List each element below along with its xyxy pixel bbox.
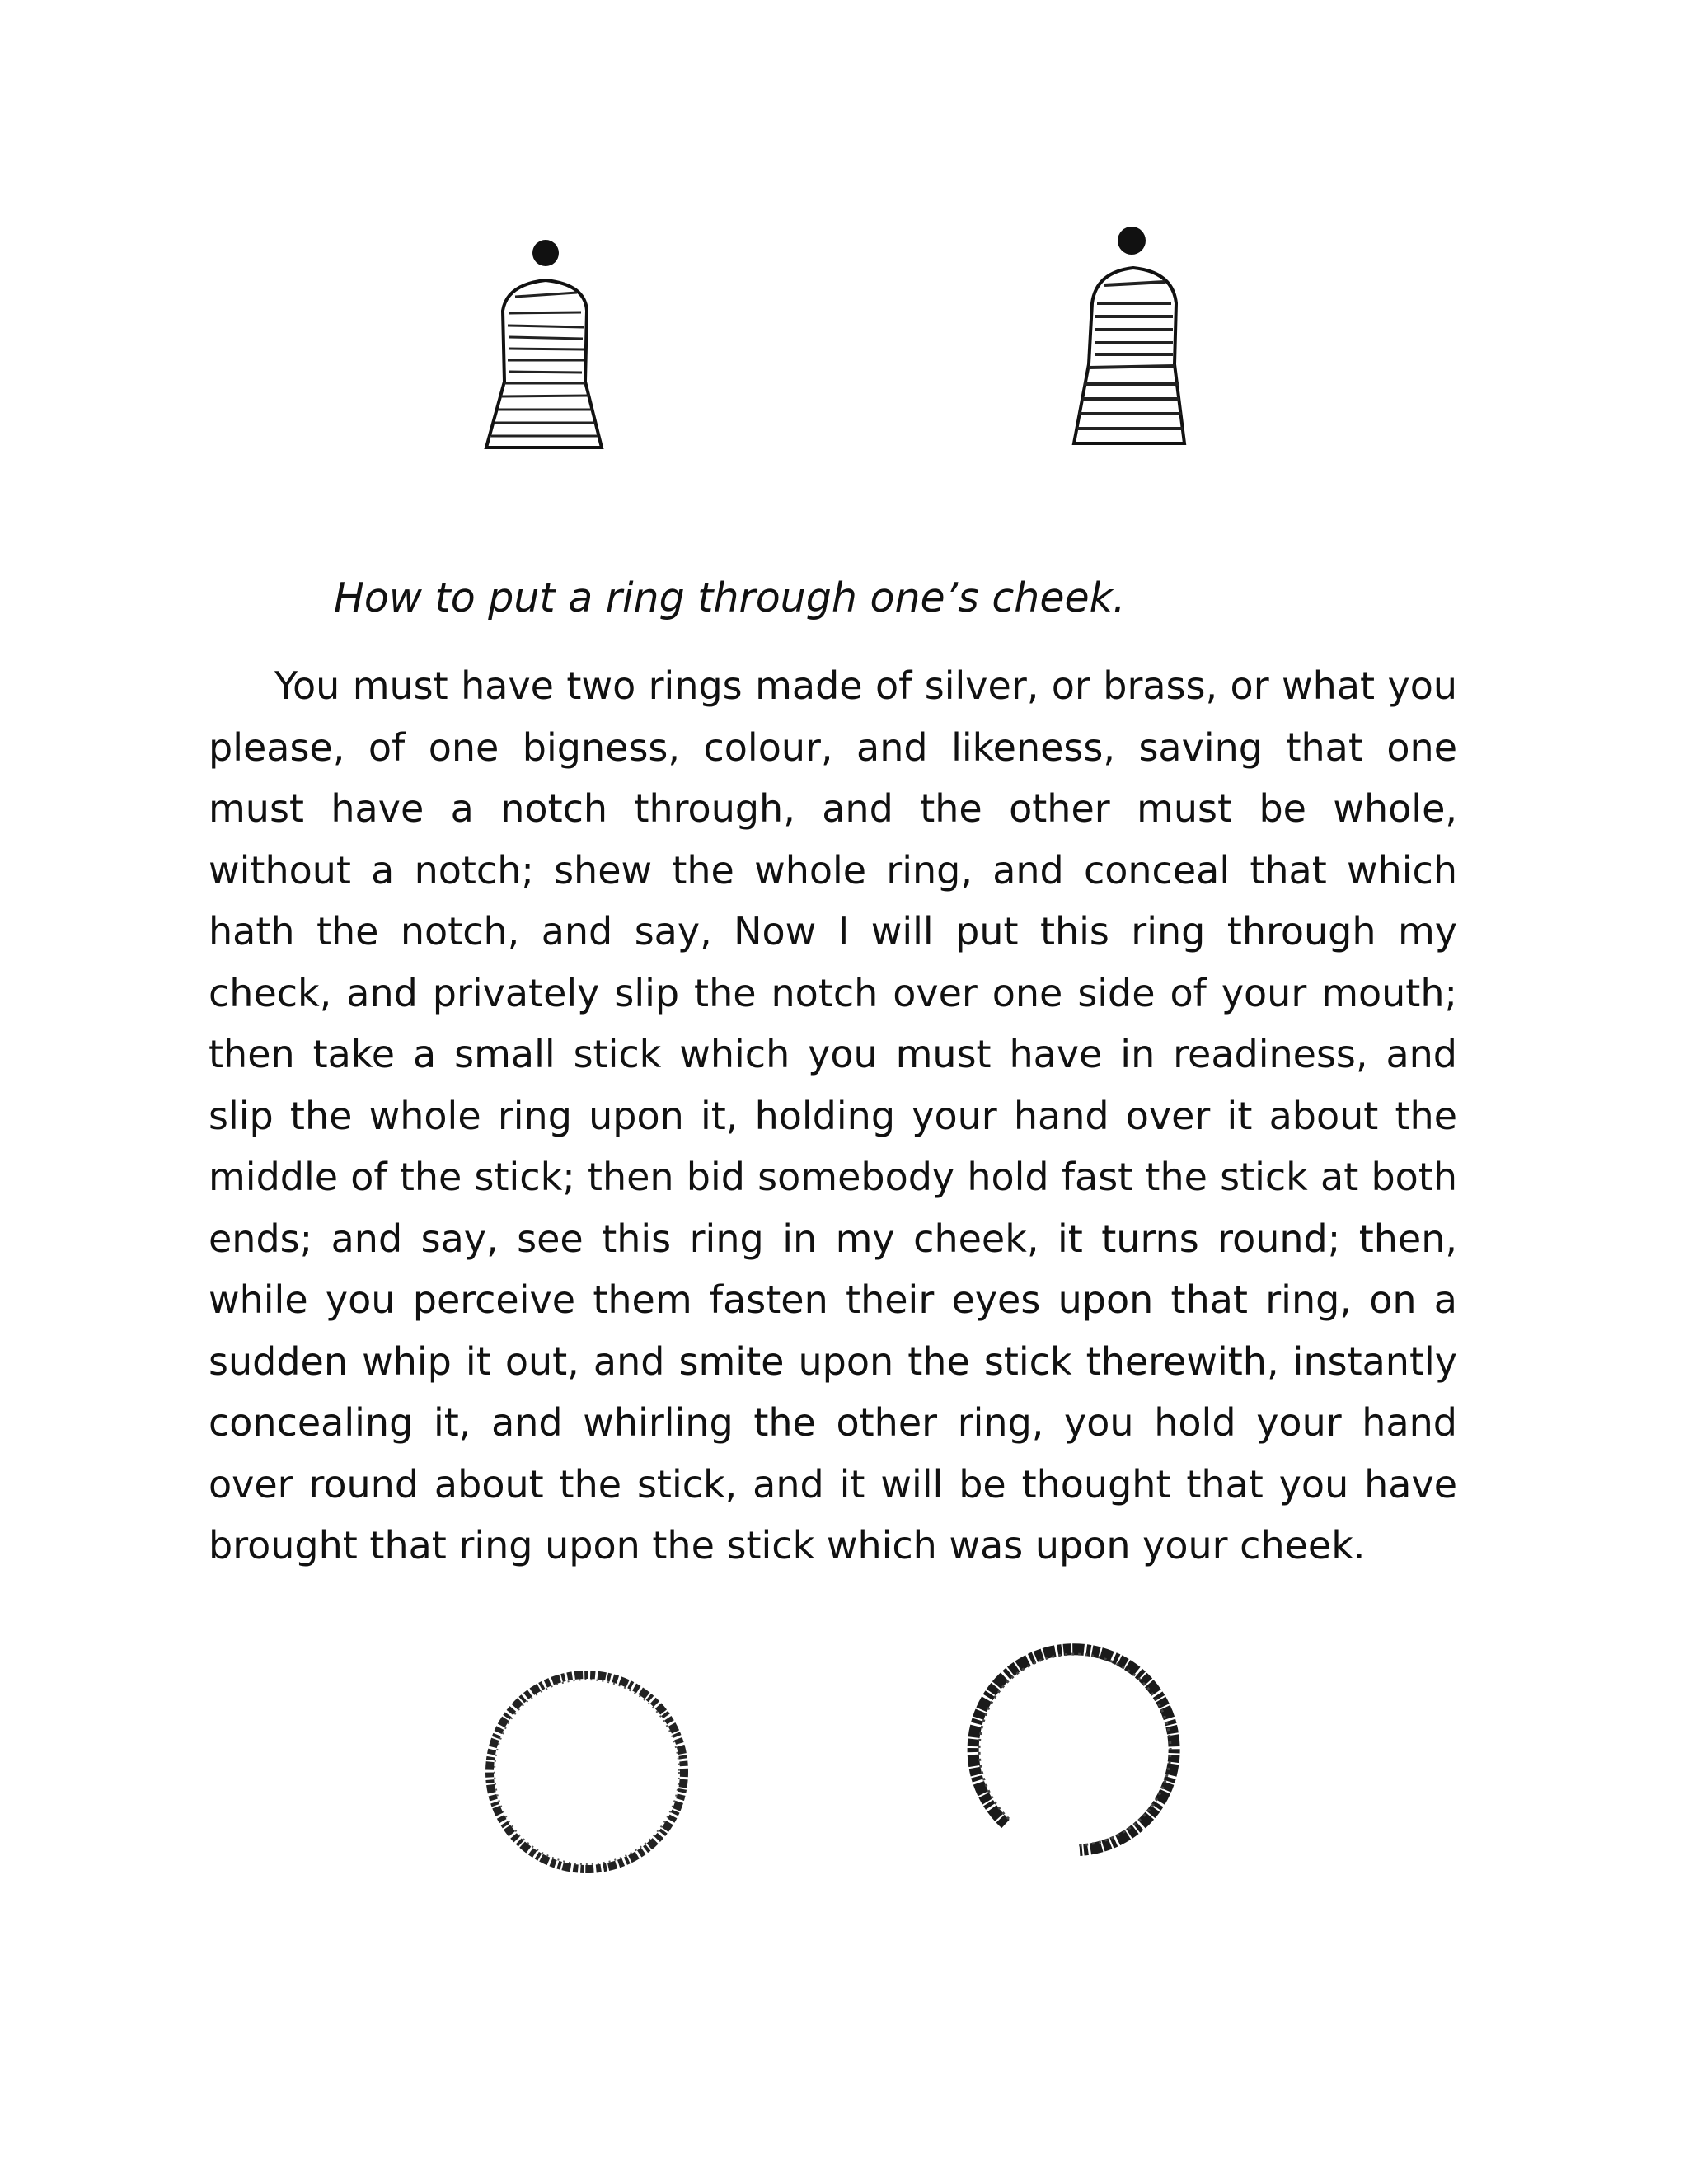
section-title: How to put a ring through one’s cheek. xyxy=(334,574,1126,621)
bell-shaped-object-right-illustration xyxy=(1059,223,1207,453)
body-paragraph: You must have two rings made of silver, or brass, or what you please, of one bigness, colour, and likeness, saving that one must have a notch through, and the other must be whole, without a notch; shew the whole ring, and conceal that which hath the notch, and say, Now I will put this ring through my check, and privately slip the notch over one side of your mouth; then take a small stick which you must have in readiness, and slip the whole ring upon it, holding your hand over it about the middle of the stick; then bid somebody hold fast the stick at both ends; and say, see this ring in my cheek, it turns round; then, while you perceive them fasten their eyes upon that ring, on a sudden whip it out, and smite upon the stick therewith, instantly concealing it, and whirling the other ring, you hold your hand over round about the stick, and it will be thought that you have brought that ring upon the stick which was upon your cheek. xyxy=(209,663,1457,1568)
bell-shaped-object-left-illustration xyxy=(470,235,618,457)
notched-ring-illustration xyxy=(956,1628,1195,1875)
whole-ring-illustration xyxy=(474,1657,701,1887)
